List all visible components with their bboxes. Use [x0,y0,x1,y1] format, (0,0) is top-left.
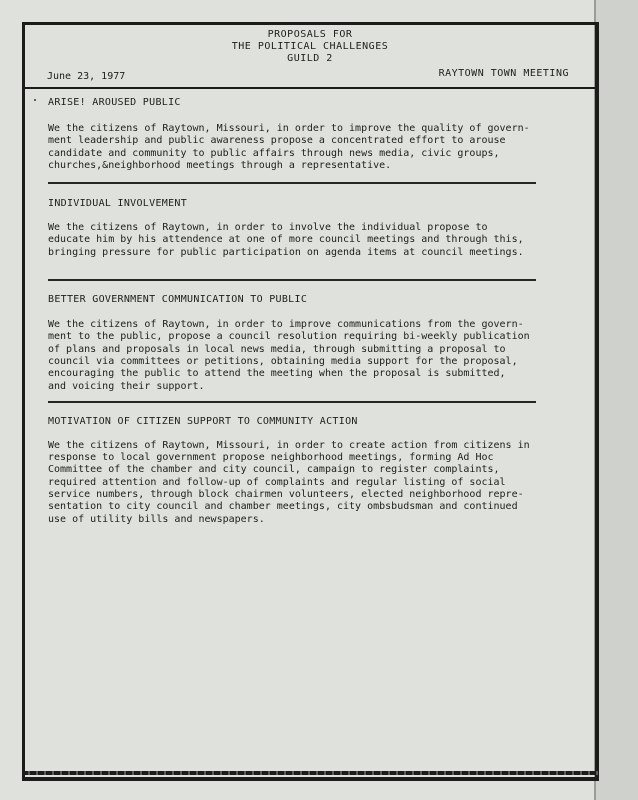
body-line: service numbers, through block chairmen volunteers, elected neighborhood repre- [48,489,524,501]
header-date: June 23, 1977 [47,71,126,82]
body-line: ment to the public, propose a council resolution requiring bi-weekly publication [48,331,530,343]
section-divider [48,401,536,403]
body-line: sentation to city council and chamber meetings, city ombsbudsman and continued [48,501,518,513]
body-line: educate him by his attendence at one of more council meetings and through this, [48,234,524,246]
body-line: required attention and follow-up of complaints and regular listing of social [48,476,506,488]
section-title: ARISE! AROUSED PUBLIC [48,97,181,108]
body-line: We the citizens of Raytown, Missouri, in order to create action from citizens in [48,439,530,451]
proposal-section-3 [48,293,558,393]
page-edge [594,0,638,800]
body-line: bringing pressure for public participation on agenda items at council meetings. [48,246,524,258]
header-title [25,29,595,65]
body-line: ment leadership and public awareness propose a concentrated effort to arouse [48,135,506,147]
header-title-line-1: PROPOSALS FOR [267,29,353,40]
section-body [48,222,558,259]
bottom-edge-strip [22,771,598,775]
proposal-section-4 [48,415,558,526]
header-meeting: RAYTOWN TOWN MEETING [438,68,569,79]
section-body [48,123,558,172]
body-line: We the citizens of Raytown, Missouri, in order to improve the quality of govern- [48,123,530,134]
header-title-line-3: GUILD 2 [287,53,333,64]
body-line: Committee of the chamber and city council, campaign to register complaints, [48,464,500,476]
section-divider [48,279,536,281]
body-line: use of utility bills and newspapers. [48,513,265,525]
body-line: encouraging the public to attend the meeting when the proposal is submitted, [48,368,506,380]
section-title: MOTIVATION OF CITIZEN SUPPORT TO COMMUNITY ACTION [48,415,358,427]
section-divider [48,182,536,184]
proposal-section-1 [48,96,558,172]
body-line: We the citizens of Raytown, in order to involve the individual propose to [48,222,488,234]
section-title: BETTER GOVERNMENT COMMUNICATION TO PUBLIC [48,294,308,306]
proposal-sections [48,74,558,526]
body-line: candidate and community to public affairs through news media, civic groups, [48,147,500,159]
section-body [48,440,558,526]
body-line: churches,&neighborhood meetings through a representative. [48,159,392,171]
proposal-section-2 [48,197,558,259]
header-title-line-2: THE POLITICAL CHALLENGES [231,41,389,52]
bullet-dot [34,99,36,101]
body-line: council via committees or petitions, obtaining media support for the proposal, [48,355,518,367]
body-line: response to local government propose neighborhood meetings, forming Ad Hoc [48,452,494,464]
body-line: We the citizens of Raytown, in order to improve communications from the govern- [48,319,524,331]
section-body [48,319,558,393]
section-title: INDIVIDUAL INVOLVEMENT [48,198,188,210]
body-line: of plans and proposals in local news media, through submitting a proposal to [48,343,506,355]
body-line: and voicing their support. [48,380,205,392]
